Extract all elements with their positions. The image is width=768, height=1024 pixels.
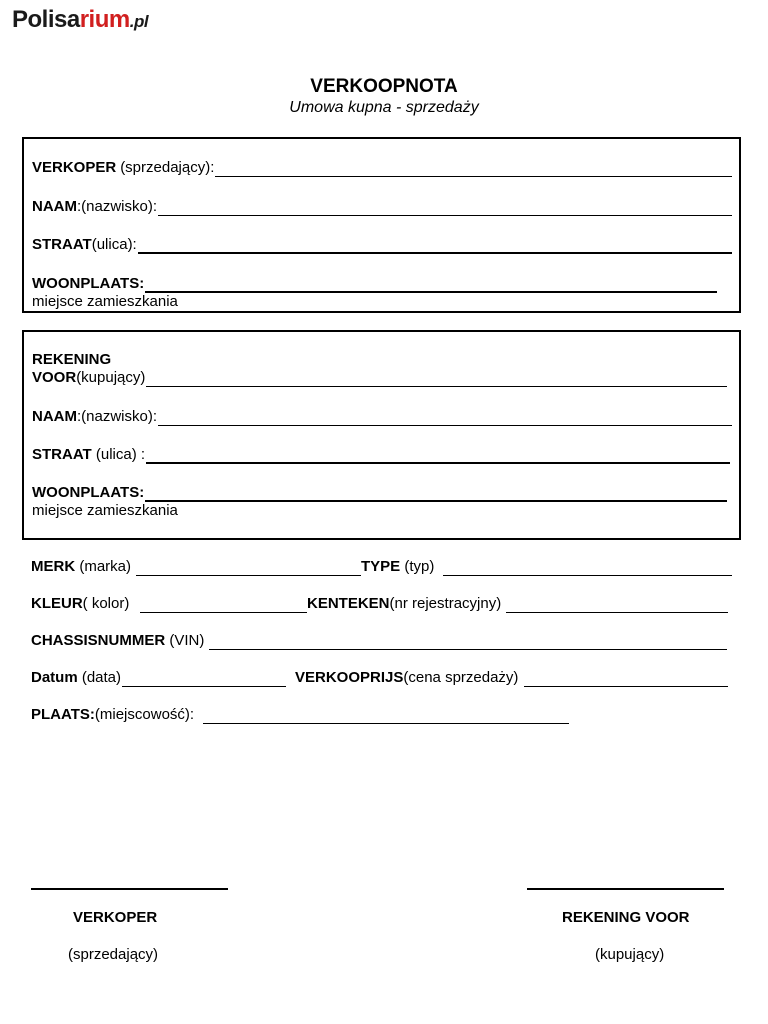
buyer-naam-label: NAAM bbox=[32, 408, 77, 425]
seller-signature-line[interactable] bbox=[31, 888, 228, 890]
buyer-section bbox=[22, 330, 741, 540]
seller-section bbox=[22, 137, 741, 313]
kleur-field[interactable] bbox=[140, 598, 307, 613]
buyer-naam-sublabel: :(nazwisko): bbox=[77, 408, 158, 425]
seller-straat-label: STRAAT bbox=[32, 236, 92, 253]
seller-straat-sublabel: (ulica): bbox=[91, 236, 137, 253]
datum-field[interactable] bbox=[122, 672, 286, 687]
buyer-naam-field[interactable] bbox=[158, 411, 732, 426]
buyer-straat-sublabel: (ulica) : bbox=[91, 446, 146, 463]
merk-label: MERK bbox=[31, 558, 76, 575]
seller-signature-label: VERKOPER bbox=[73, 909, 158, 926]
chassis-field[interactable] bbox=[209, 635, 727, 650]
seller-woonplaats-row bbox=[32, 275, 717, 293]
verkoopprijs-label: VERKOOPRIJS bbox=[295, 669, 404, 686]
seller-naam-sublabel: :(nazwisko): bbox=[77, 198, 158, 215]
buyer-woonplaats-field[interactable] bbox=[145, 486, 727, 502]
plaats-field[interactable] bbox=[203, 709, 569, 724]
buyer-signature-label: REKENING VOOR bbox=[562, 909, 690, 926]
seller-straat-row bbox=[32, 236, 732, 254]
kenteken-field[interactable] bbox=[506, 598, 728, 613]
verkoopprijs-sublabel: (cena sprzedaży) bbox=[403, 669, 519, 686]
buyer-signature-line[interactable] bbox=[527, 888, 724, 890]
seller-signature-sublabel: (sprzedający) bbox=[68, 946, 159, 963]
kenteken-label: KENTEKEN bbox=[307, 595, 390, 612]
buyer-straat-label: STRAAT bbox=[32, 446, 92, 463]
logo-part-2: rium bbox=[79, 6, 130, 33]
buyer-straat-row bbox=[32, 446, 730, 464]
chassis-sublabel: (VIN) bbox=[165, 632, 205, 649]
chassis-row bbox=[31, 632, 727, 650]
seller-verkoper-sublabel: (sprzedający): bbox=[120, 159, 215, 176]
datum-row bbox=[31, 669, 286, 687]
document-subtitle: Umowa kupna - sprzedaży bbox=[289, 99, 479, 116]
seller-naam-label: NAAM bbox=[32, 198, 77, 215]
datum-label: Datum bbox=[31, 669, 78, 686]
kenteken-sublabel: (nr rejestracyjny) bbox=[389, 595, 502, 612]
kleur-label: KLEUR bbox=[31, 595, 83, 612]
polisarium-logo bbox=[12, 6, 148, 34]
buyer-rekening-row bbox=[32, 351, 111, 369]
buyer-woonplaats-row bbox=[32, 484, 727, 502]
buyer-voor-field[interactable] bbox=[146, 372, 727, 387]
logo-part-3: .pl bbox=[129, 12, 149, 31]
plaats-row bbox=[31, 706, 569, 724]
datum-sublabel: (data) bbox=[77, 669, 122, 686]
verkoopprijs-field[interactable] bbox=[524, 672, 728, 687]
seller-straat-field[interactable] bbox=[138, 238, 732, 254]
plaats-sublabel: (miejscowość): bbox=[94, 706, 195, 723]
seller-naam-row bbox=[32, 198, 732, 216]
buyer-rekening-label: REKENING bbox=[32, 351, 112, 368]
buyer-signature-sublabel: (kupujący) bbox=[595, 946, 665, 963]
seller-verkoper-field[interactable] bbox=[215, 162, 732, 177]
verkoopprijs-row bbox=[295, 669, 728, 687]
merk-field[interactable] bbox=[136, 561, 361, 576]
kenteken-row bbox=[307, 595, 728, 613]
seller-woonplaats-sublabel: miejsce zamieszkania bbox=[32, 293, 178, 310]
merk-sublabel: (marka) bbox=[75, 558, 136, 575]
buyer-straat-field[interactable] bbox=[146, 448, 730, 464]
kleur-sublabel: ( kolor) bbox=[82, 595, 130, 612]
seller-verkoper-label: VERKOPER bbox=[32, 159, 117, 176]
seller-woonplaats-label: WOONPLAATS: bbox=[32, 275, 145, 292]
document-title: VERKOOPNOTA bbox=[310, 76, 458, 97]
seller-verkoper-row bbox=[32, 159, 732, 177]
chassis-label: CHASSISNUMMER bbox=[31, 632, 166, 649]
buyer-woonplaats-label: WOONPLAATS: bbox=[32, 484, 145, 501]
buyer-voor-label: VOOR bbox=[32, 369, 77, 386]
type-field[interactable] bbox=[443, 561, 732, 576]
plaats-label: PLAATS: bbox=[31, 706, 95, 723]
type-label: TYPE bbox=[361, 558, 401, 575]
logo-part-1: Polisa bbox=[12, 6, 80, 33]
seller-woonplaats-field[interactable] bbox=[145, 277, 717, 293]
buyer-naam-row bbox=[32, 408, 732, 426]
type-row bbox=[361, 558, 732, 576]
type-sublabel: (typ) bbox=[400, 558, 435, 575]
buyer-voor-sublabel: (kupujący) bbox=[76, 369, 146, 386]
buyer-woonplaats-sublabel: miejsce zamieszkania bbox=[32, 502, 178, 519]
merk-row bbox=[31, 558, 361, 576]
seller-naam-field[interactable] bbox=[158, 201, 732, 216]
buyer-voor-row bbox=[32, 369, 727, 387]
kleur-row bbox=[31, 595, 307, 613]
